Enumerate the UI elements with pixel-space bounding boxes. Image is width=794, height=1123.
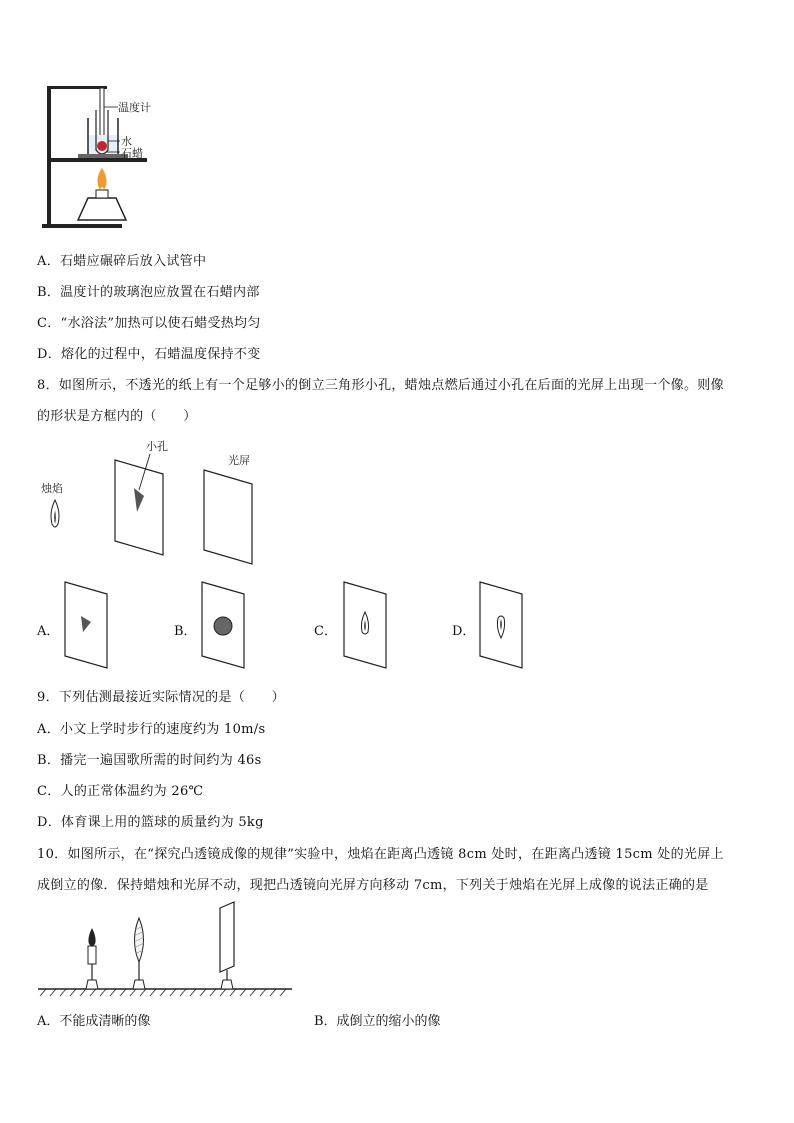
q8-option-a-label: A．: [37, 624, 60, 639]
q9-option-c: C．人的正常体温约为 26℃: [37, 784, 204, 799]
water-bath-apparatus-figure: [38, 80, 168, 230]
q8-option-d-label: D．: [452, 624, 476, 639]
pinhole-figure: [38, 440, 268, 560]
label-thermometer: 温度计: [118, 101, 151, 114]
burner-flame: [97, 168, 106, 190]
q7-option-c: C．“水浴法”加热可以使石蜡受热均匀: [37, 316, 261, 331]
q10-stem-line1: 10．如图所示，在“探究凸透镜成像的规律”实验中，烛焰在距离凸透镜 8cm 处时，在距离凸透镜 15cm 处的光屏上: [37, 847, 724, 862]
light-screen: [204, 470, 252, 564]
q7-option-d: D．熔化的过程中，石蜡温度保持不变: [37, 347, 261, 362]
label-flame: 烛焰: [41, 482, 63, 495]
opaque-paper: [115, 460, 163, 555]
q9-option-d: D．体育课上用的篮球的质量约为 5kg: [37, 815, 264, 830]
clamp-arm: [47, 86, 107, 89]
circle-image: [214, 617, 232, 635]
q8-option-b-image: [200, 580, 250, 670]
q10-option-a: A．不能成清晰的像: [37, 1014, 151, 1029]
stand-base: [42, 224, 122, 228]
bench-hatching: [40, 989, 286, 996]
lamp-neck: [96, 190, 108, 198]
q7-option-b: B．温度计的玻璃泡应放置在石蜡内部: [37, 285, 260, 300]
q9-option-a: A．小文上学时步行的速度约为 10m/s: [37, 722, 266, 737]
q8-option-c-image: [342, 580, 392, 670]
q7-option-a: A．石蜡应碾碎后放入试管中: [37, 254, 207, 269]
q9-option-b: B．播完一遍国歌所需的时间约为 46s: [37, 753, 262, 768]
q8-stem-line1: 8．如图所示，不透光的纸上有一个足够小的倒立三角形小孔，蜡烛点燃后通过小孔在后面的光屏上出现一个像。则像: [37, 378, 724, 393]
screen: [220, 902, 234, 989]
q9-stem: 9．下列估测最接近实际情况的是（ ）: [37, 690, 285, 705]
convex-lens: [133, 918, 145, 989]
label-wax: 石蜡: [121, 147, 143, 160]
q8-option-a-image: [63, 580, 113, 670]
optical-bench-figure: [38, 900, 294, 1004]
q8-stem-line2: 的形状是方框内的（ ）: [37, 409, 197, 424]
stand-pole: [47, 86, 51, 226]
q8-option-b-label: B．: [174, 624, 197, 639]
q8-option-c-label: C．: [314, 624, 337, 639]
candle: [86, 928, 98, 989]
q10-stem-line2: 成倒立的像．保持蜡烛和光屏不动，现把凸透镜向光屏方向移动 7cm，下列关于烛焰在光屏上成像的说法正确的是: [37, 878, 709, 893]
alcohol-lamp: [78, 198, 126, 220]
label-water: 水: [121, 135, 132, 148]
q10-option-b: B．成倒立的缩小的像: [314, 1014, 441, 1029]
label-hole: 小孔: [146, 440, 168, 453]
label-screen: 光屏: [228, 454, 250, 467]
q8-option-d-image: [478, 580, 528, 670]
wax: [97, 141, 107, 151]
